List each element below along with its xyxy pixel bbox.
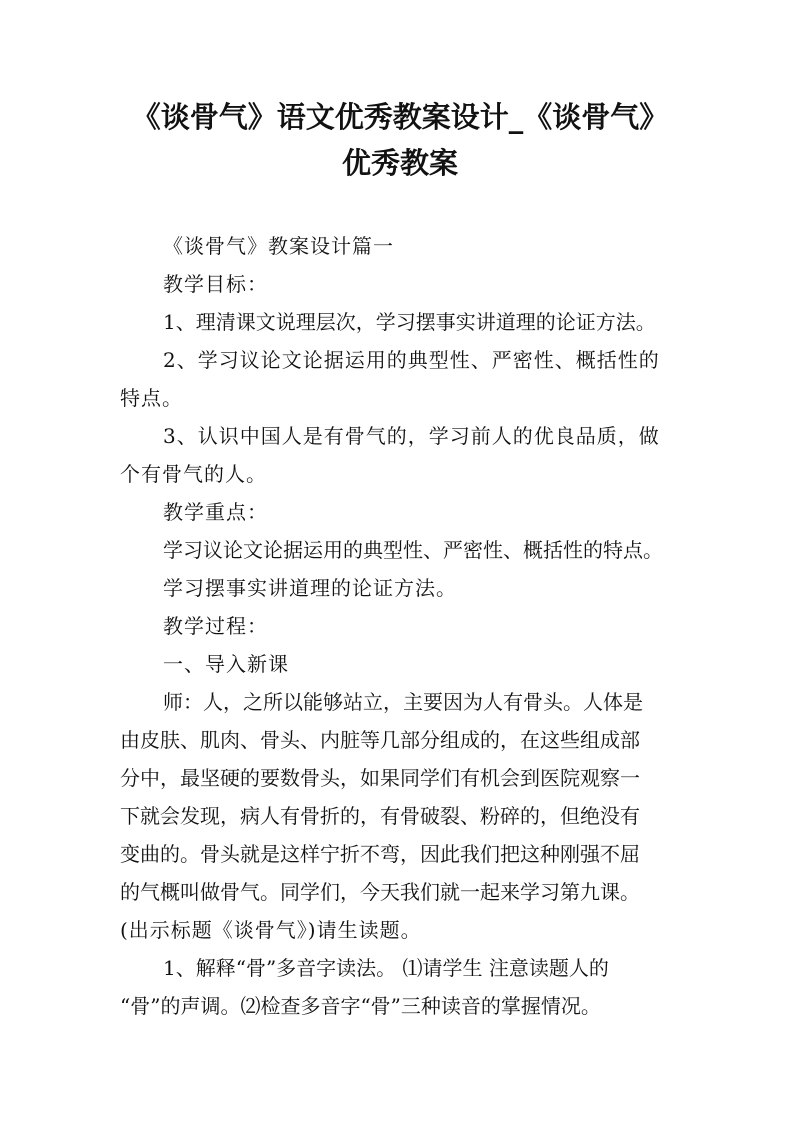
paragraph-line: (出示标题《谈骨气》)请生读题。: [120, 918, 422, 942]
paragraph-line: 1、理清课文说理层次，学习摆事实讲道理的论证方法。: [163, 310, 656, 334]
paragraph-line: 学习议论文论据运用的典型性、严密性、概括性的特点。: [163, 538, 663, 562]
paragraph-line: 教学重点：: [163, 500, 268, 524]
paragraph-line: 变曲的。骨头就是这样宁折不弯，因此我们把这种刚强不屈: [120, 842, 640, 866]
paragraph-line: 个有骨气的人。: [120, 462, 267, 486]
paragraph-line: 特点。: [120, 386, 183, 410]
paragraph-line: 师：人，之所以能够站立，主要因为人有骨头。人体是: [163, 690, 643, 714]
paragraph-line: 2、学习议论文论据运用的典型性、严密性、概括性的: [163, 348, 660, 372]
paragraph-line: 教学过程：: [163, 614, 268, 638]
paragraph-line: 分中，最坚硬的要数骨头，如果同学们有机会到医院观察一: [120, 766, 640, 790]
paragraph-line: 3、认识中国人是有骨气的，学习前人的优良品质，做: [163, 424, 660, 448]
document-title-line-1: 《谈骨气》语文优秀教案设计_《谈骨气》: [131, 100, 669, 134]
paragraph-line: 1、解释“骨”多音字读法。 ⑴请学生 注意读题人的: [163, 956, 609, 980]
section-heading: 《谈骨气》教案设计篇一: [163, 234, 394, 258]
paragraph-line: 教学目标：: [163, 272, 268, 296]
document-title-line-2: 优秀教案: [341, 146, 458, 180]
paragraph-line: 的气概叫做骨气。同学们，今天我们就一起来学习第九课。: [120, 880, 640, 904]
paragraph-line: 由皮肤、肌肉、骨头、内脏等几部分组成的，在这些组成部: [120, 728, 640, 752]
paragraph-line: 下就会发现，病人有骨折的，有骨破裂、粉碎的，但绝没有: [120, 804, 640, 828]
paragraph-line: 一、导入新课: [163, 652, 289, 676]
paragraph-line: “骨”的声调。⑵检查多音字“骨”三种读音的掌握情况。: [120, 994, 601, 1018]
paragraph-line: 学习摆事实讲道理的论证方法。: [163, 576, 457, 600]
